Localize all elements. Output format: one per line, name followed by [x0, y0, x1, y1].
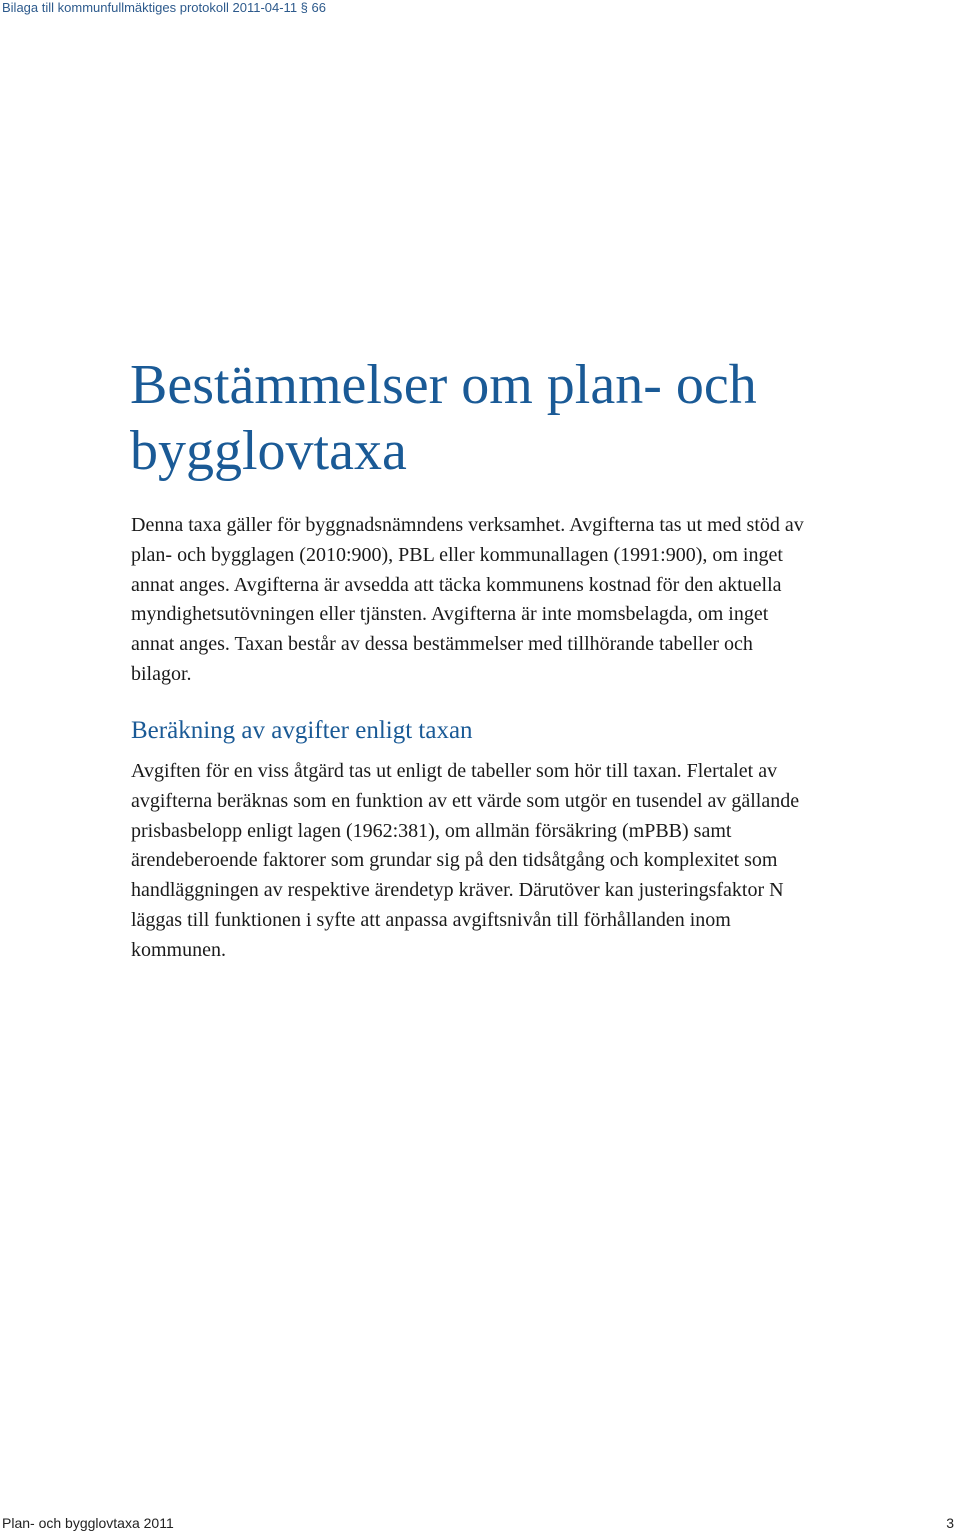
text-line: annat anges. Taxan består av dessa bestämmelser med tillhörande tabeller och	[131, 633, 753, 656]
section-heading: Beräkning av avgifter enligt taxan	[131, 717, 473, 744]
text-line: kommunen.	[131, 938, 226, 961]
intro-paragraph	[131, 511, 911, 690]
footer-page-number: 3	[946, 1515, 954, 1531]
text-line: avgifterna beräknas som en funktion av ett värde som utgör en tusendel av gällande	[131, 789, 800, 812]
text-line: prisbasbelopp enligt lagen (1962:381), om allmän försäkring (mPBB) samt	[131, 819, 732, 842]
header-annex-note: Bilaga till kommunfullmäktiges protokoll 2011-04-11 § 66	[2, 0, 326, 15]
text-line: plan- och bygglagen (2010:900), PBL eller kommunallagen (1991:900), om inget	[131, 543, 783, 566]
text-line: annat anges. Avgifterna är avsedda att täcka kommunens kostnad för den aktuella	[131, 573, 782, 596]
text-line: myndighetsutövningen eller tjänsten. Avgifterna är inte momsbelagda, om inget	[131, 603, 769, 626]
text-line: Avgiften för en viss åtgärd tas ut enligt de tabeller som hör till taxan. Flertalet av	[131, 760, 778, 782]
text-line: bilagor.	[131, 662, 192, 685]
page-title	[130, 352, 890, 484]
footer-document-title: Plan- och bygglovtaxa 2011	[2, 1515, 174, 1531]
text-line: läggas till funktionen i syfte att anpassa avgiftsnivån till förhållanden inom	[131, 908, 731, 931]
section-paragraph	[131, 757, 911, 966]
text-line: Denna taxa gäller för byggnadsnämndens verksamhet. Avgifterna tas ut med stöd av	[131, 514, 804, 536]
page-title-line: bygglovtaxa	[130, 420, 407, 482]
page-title-line: Bestämmelser om plan- och	[130, 354, 757, 416]
text-line: ärendeberoende faktorer som grundar sig på den tidsåtgång och komplexitet som	[131, 849, 778, 872]
text-line: handläggningen av respektive ärendetyp kräver. Därutöver kan justeringsfaktor N	[131, 879, 784, 902]
